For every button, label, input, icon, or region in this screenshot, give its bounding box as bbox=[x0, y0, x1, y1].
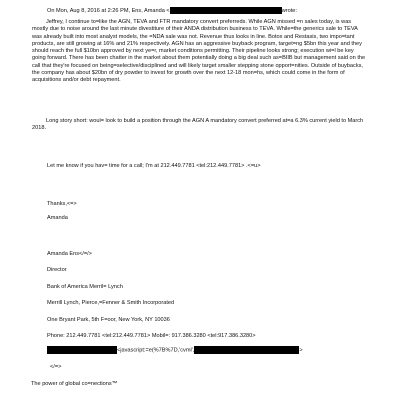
redacted-signature-left bbox=[47, 346, 117, 354]
header-prefix: On Mon, Aug 8, 2016 at 2:26 PM, Ens, Amanda < bbox=[47, 7, 170, 14]
signature-close-tag: </=> bbox=[50, 364, 62, 370]
footer-tagline: The power of global co=nections™ bbox=[31, 381, 118, 387]
signature-link[interactable]: <javascript:=e(%7B%7D,'cvml', bbox=[117, 347, 195, 354]
signature-legal-entity: Merrill Lynch, Pierce,=Fenner & Smith Incorporated bbox=[47, 300, 175, 306]
signature-name: Amanda Ens</=/> bbox=[47, 251, 92, 257]
signature-company: Bank of America Merril= Lynch bbox=[47, 284, 123, 290]
signoff-text: Thanks,<=> bbox=[47, 201, 77, 207]
signature-title: Director bbox=[47, 267, 67, 273]
email-header-line bbox=[47, 7, 297, 15]
sender-name: Amanda bbox=[47, 215, 68, 221]
signature-address: One Bryant Park, 5th F=oor, New York, NY 10036 bbox=[47, 317, 170, 323]
body-paragraph-1: Jeffrey, I continue to=like the AGN, TEVA and FTR mandatory convert preferreds. While AGN missed =n sales today, is was mostly due to noise around the last minute divestiture of their ANDA distribution business to TEVA. While=the generics sale to TEVA was already built into most analyst models, the =NDA sale was not. Revenue thus looks in line. Botox and Restasis, two impo=tant products, are still growing at 16% and 21% respectively. AGN has an aggressive buyback program, target=ng $5bn this year and they should reach the full $10bn approved by next ye=r, market conditions permitting. Their pipeline looks strong; execution wi=l be key going forward. There has been chatter in the market about them potentially doing a big deal such as=BIIB but management said on the call that they're focused on being=selective/disciplined and will likely target smaller stepping stone opport=nities. Outside of buybacks, the company has about $20bn of dry powder to invest for growth over the next 12-18 mon=hs, which could come in the form of acquisitions and/or debt repayment. bbox=[32, 19, 366, 84]
signature-phone: Phone: 212.449.7781 <tel:212.449.7781> Mobil=: 917.386.3280 <tel:917.386.3280> bbox=[47, 333, 256, 339]
redacted-email-address bbox=[170, 7, 282, 14]
signature-link-end: > bbox=[299, 347, 303, 354]
header-suffix: wrote: bbox=[281, 7, 297, 14]
body-paragraph-3: Let me know if you hav= time for a call; I'm at 212.449.7781 <tel:212.449.7781> .<=u> bbox=[47, 163, 261, 169]
signature-link-line bbox=[47, 346, 303, 355]
redacted-signature-right bbox=[194, 346, 299, 354]
body-paragraph-2: Long story short: woul= look to build a position through the AGN A mandatory convert preferred at=a 6.3% current yield to March 2018. bbox=[32, 118, 364, 132]
